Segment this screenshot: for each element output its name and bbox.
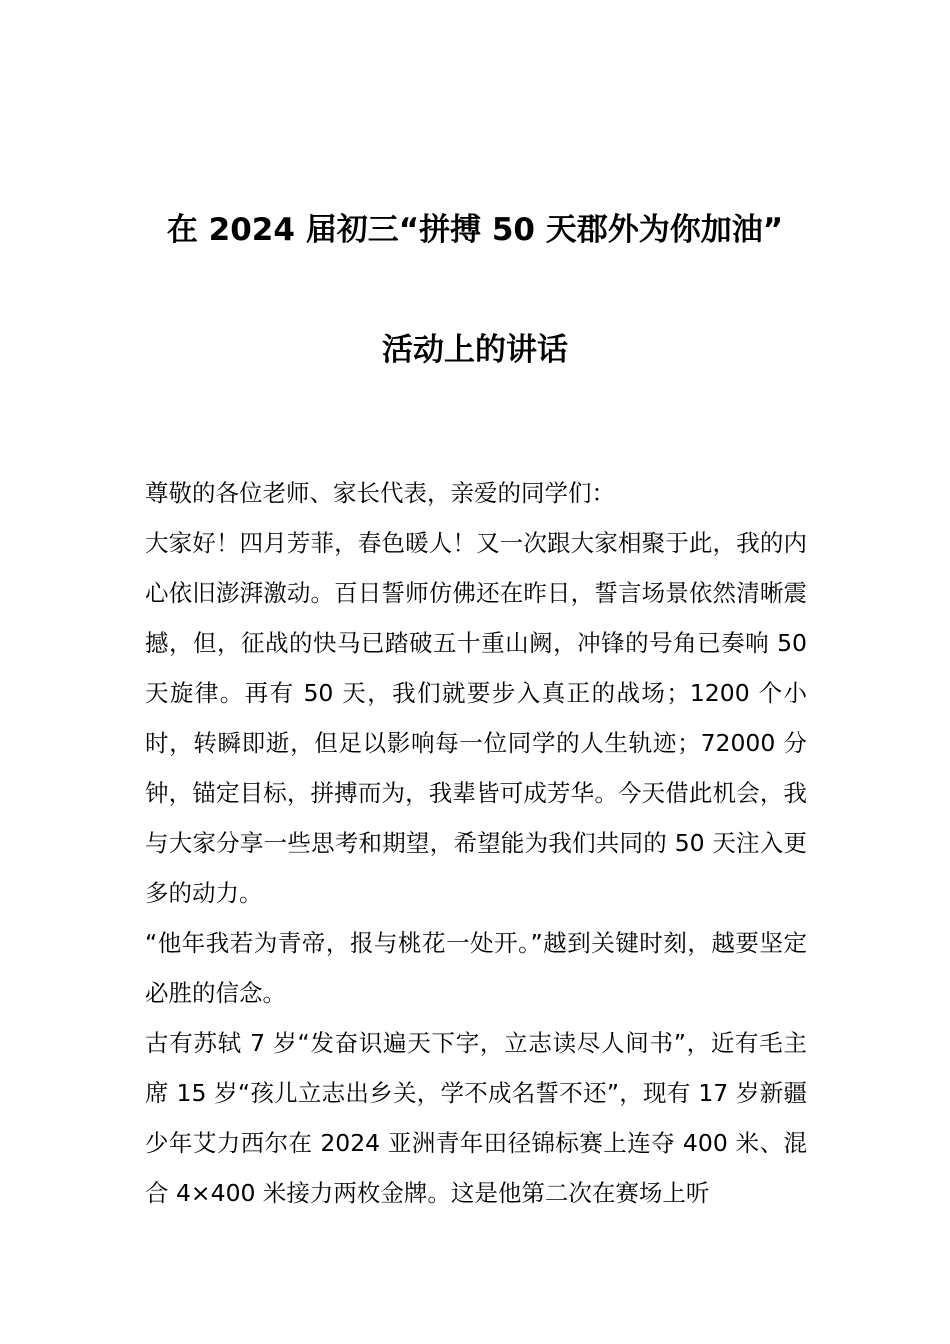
document-body (145, 468, 807, 1218)
body-paragraph: 古有苏轼 7 岁“发奋识遍天下字，立志读尽人间书”，近有毛主席 15 岁“孩儿立志出乡关，学不成名誓不还”，现有 17 岁新疆少年艾力西尔在 2024 亚洲青年田径锦标赛上连夺 400 米、混合 4×400 米接力两枚金牌。这是他第二次在赛场上听 (145, 1029, 807, 1207)
body-paragraph: “他年我若为青帝，报与桃花一处开。”越到关键时刻，越要坚定必胜的信念。 (145, 929, 807, 1007)
salutation-paragraph: 尊敬的各位老师、家长代表，亲爱的同学们： (145, 479, 615, 507)
body-paragraph: 大家好！四月芳菲，春色暖人！又一次跟大家相聚于此，我的内心依旧澎湃激动。百日誓师仿佛还在昨日，誓言场景依然清晰震撼，但，征战的快马已踏破五十重山阙，冲锋的号角已奏响 50 天旋律。再有 50 天，我们就要步入真正的战场；1200 个小时，转瞬即逝，但足以影响每一位同学的人生轨迹；72000 分钟，锚定目标，拼搏而为，我辈皆可成芳华。今天借此机会，我与大家分享一些思考和期望，希望能为我们共同的 50 天注入更多的动力。 (145, 529, 807, 907)
document-title-line-2: 活动上的讲话 (382, 332, 568, 368)
document-title-line-1: 在 2024 届初三“拼搏 50 天郡外为你加油” (166, 212, 784, 248)
